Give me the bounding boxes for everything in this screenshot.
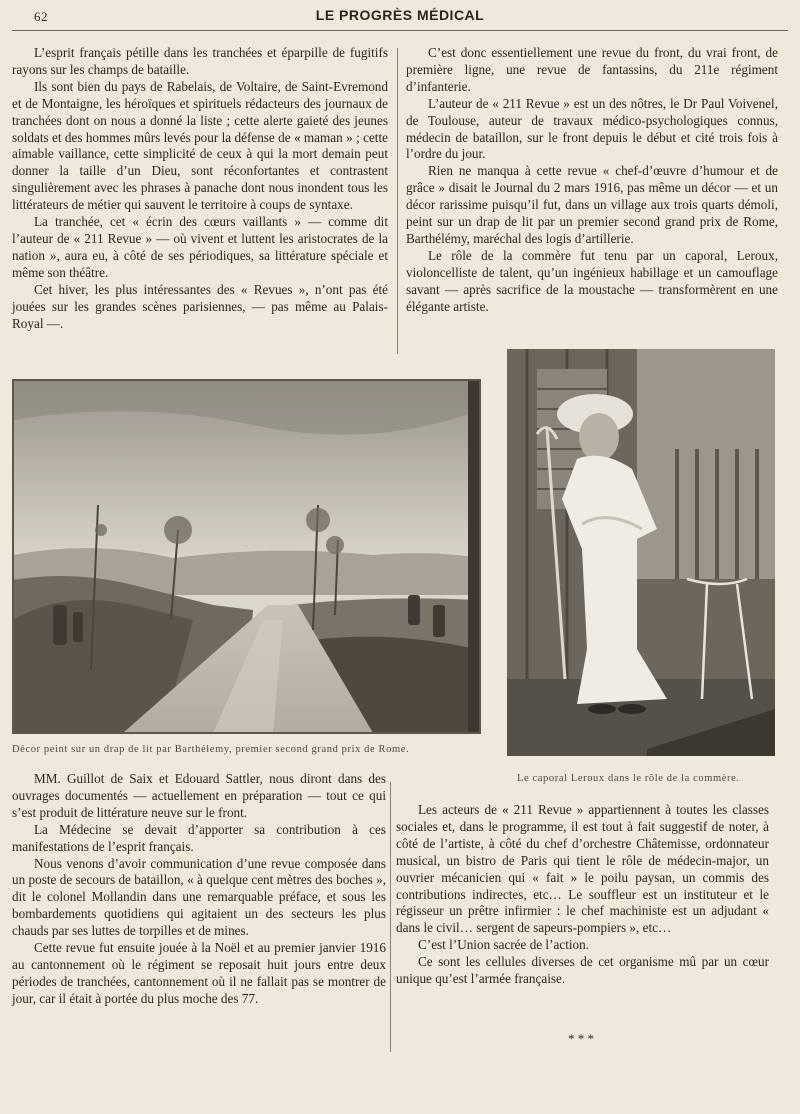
paragraph: Ce sont les cellules diverses de cet organisme mû par un cœur unique qu’est l’armée française. bbox=[396, 954, 769, 987]
paragraph: La tranchée, cet « écrin des cœurs vaillants » — comme dit l’auteur de « 211 Revue » — où vivent et luttent les aristocrates de la nation », aura eu, à côté de ses périodiques, sa littérature spéciale et même son théâtre. bbox=[12, 214, 388, 280]
paragraph: Le rôle de la commère fut tenu par un caporal, Leroux, violoncelliste de talent, qu’un ingénieux habillage et un camouflage savant — après sacrifice de la moustache — transformèrent en une élégante artiste. bbox=[406, 247, 778, 314]
paragraph: L’auteur de « 211 Revue » est un des nôtres, le Dr Paul Voivenel, de Toulouse, auteur de travaux médico-psychologiques connus, médecin de bataillon, sur le front depuis le début et cité trois fois à l’ordre du jour. bbox=[406, 95, 778, 162]
landscape-caption: Décor peint sur un drap de lit par Barthélemy, premier second grand prix de Rome. bbox=[12, 744, 410, 755]
portrait-caption: Le caporal Leroux dans le rôle de la commère. bbox=[517, 773, 740, 784]
paragraph: L’esprit français pétille dans les tranchées et éparpille de fugitifs rayons sur les champs de bataille. bbox=[12, 45, 388, 77]
column-top-right bbox=[406, 45, 778, 316]
landscape-illustration bbox=[13, 380, 480, 733]
column-bottom-right bbox=[396, 802, 769, 988]
paragraph: C’est donc essentiellement une revue du front, du vrai front, de première ligne, une revue de fantassins, du 211e régiment d’infanterie. bbox=[406, 45, 778, 94]
paragraph: Cet hiver, les plus intéressantes des « Revues », n’ont pas été jouées sur les grandes scènes parisiennes, — pas même au Palais-Royal —. bbox=[12, 281, 388, 331]
paragraph: C’est l’Union sacrée de l’action. bbox=[418, 937, 590, 953]
paragraph: MM. Guillot de Saix et Edouard Sattler, nous diront dans des ouvrages documentés — actuellement en préparation — tout ce qui s’est produit de littérature neuve sur le front. bbox=[12, 771, 386, 820]
paragraph: La Médecine se devait d’apporter sa contribution à ces manifestations de l’esprit français. bbox=[12, 821, 386, 854]
paragraph: Rien ne manqua à cette revue « chef-d’œuvre d’humour et de grâce » disait le Journal du 2 mars 1916, pas même un décor — et un décor rarissime puisqu’il fut, dans un village aux trois quarts démoli, peint sur un drap de lit par un premier second grand prix de Rome, Barthélémy, maréchal des logis d’artillerie. bbox=[406, 163, 778, 246]
column-bottom-left bbox=[12, 771, 386, 1008]
paragraph: Cette revue fut ensuite jouée à la Noël et au premier janvier 1916 au cantonnement où le régiment se reposait huit jours entre deux périodes de tranchées, cantonnement où il ne fallait pas se montrer de jour, car il était à portée du plus moche des 77. bbox=[12, 940, 386, 1006]
header-rule bbox=[12, 30, 788, 31]
page-number: 62 bbox=[34, 9, 48, 24]
asterism-ornament: * * * bbox=[568, 1031, 594, 1046]
paragraph: Nous venons d’avoir communication d’une revue composée dans un poste de secours de bataillon, « à quelque cent mètres des boches », dit le colonel Mollandin dans une remarquable préface, et sous les bombardements quotidiens qui agitaient un des secteurs les plus chauds par ses luttes de torpilles et de mines. bbox=[12, 855, 386, 939]
column-divider bbox=[397, 48, 398, 354]
column-divider bbox=[390, 782, 391, 1052]
paragraph: Ils sont bien du pays de Rabelais, de Voltaire, de Saint-Evremond et de Montaigne, les héroïques et spirituels rédacteurs des journaux de tranchées dont on nous a donné la liste ; cette alerte gaieté des jeunes soldats et des hommes mûrs levés pour la défense de « maman » ; cette aimable vaillance, cette simplicité de ceux à qui la mort demain peut donner la taille d’un Dieu, sont réconfortantes et contrastent singulièrement avec les phrases à panache dont nous inondent tous les littérateurs de métier qui sauvent le territoire à coups de syntaxe. bbox=[12, 78, 388, 213]
journal-running-head: LE PROGRÈS MÉDICAL bbox=[315, 7, 485, 23]
column-top-left bbox=[12, 45, 388, 332]
landscape-decor-photo bbox=[12, 379, 481, 734]
portrait-photo bbox=[507, 349, 775, 756]
paragraph: Les acteurs de « 211 Revue » appartiennent à toutes les classes sociales et, dans le programme, il est tout à fait suggestif de noter, à côté de l’artiste, à côté du chef d’orchestre Châtemisse, ordonnateur musical, un bistro de Paris qui tient le rôle de médecin-major, un ouvrier mécanicien qui « fait » le poilu paysan, un commis des contributions indirectes, etc… Le souffleur est un instituteur et le régisseur un prêtre infirmier : le chef machiniste est un adjudant « dans le civil… sergent de sapeurs-pompiers », etc… bbox=[396, 802, 769, 936]
portrait-illustration bbox=[507, 349, 775, 756]
